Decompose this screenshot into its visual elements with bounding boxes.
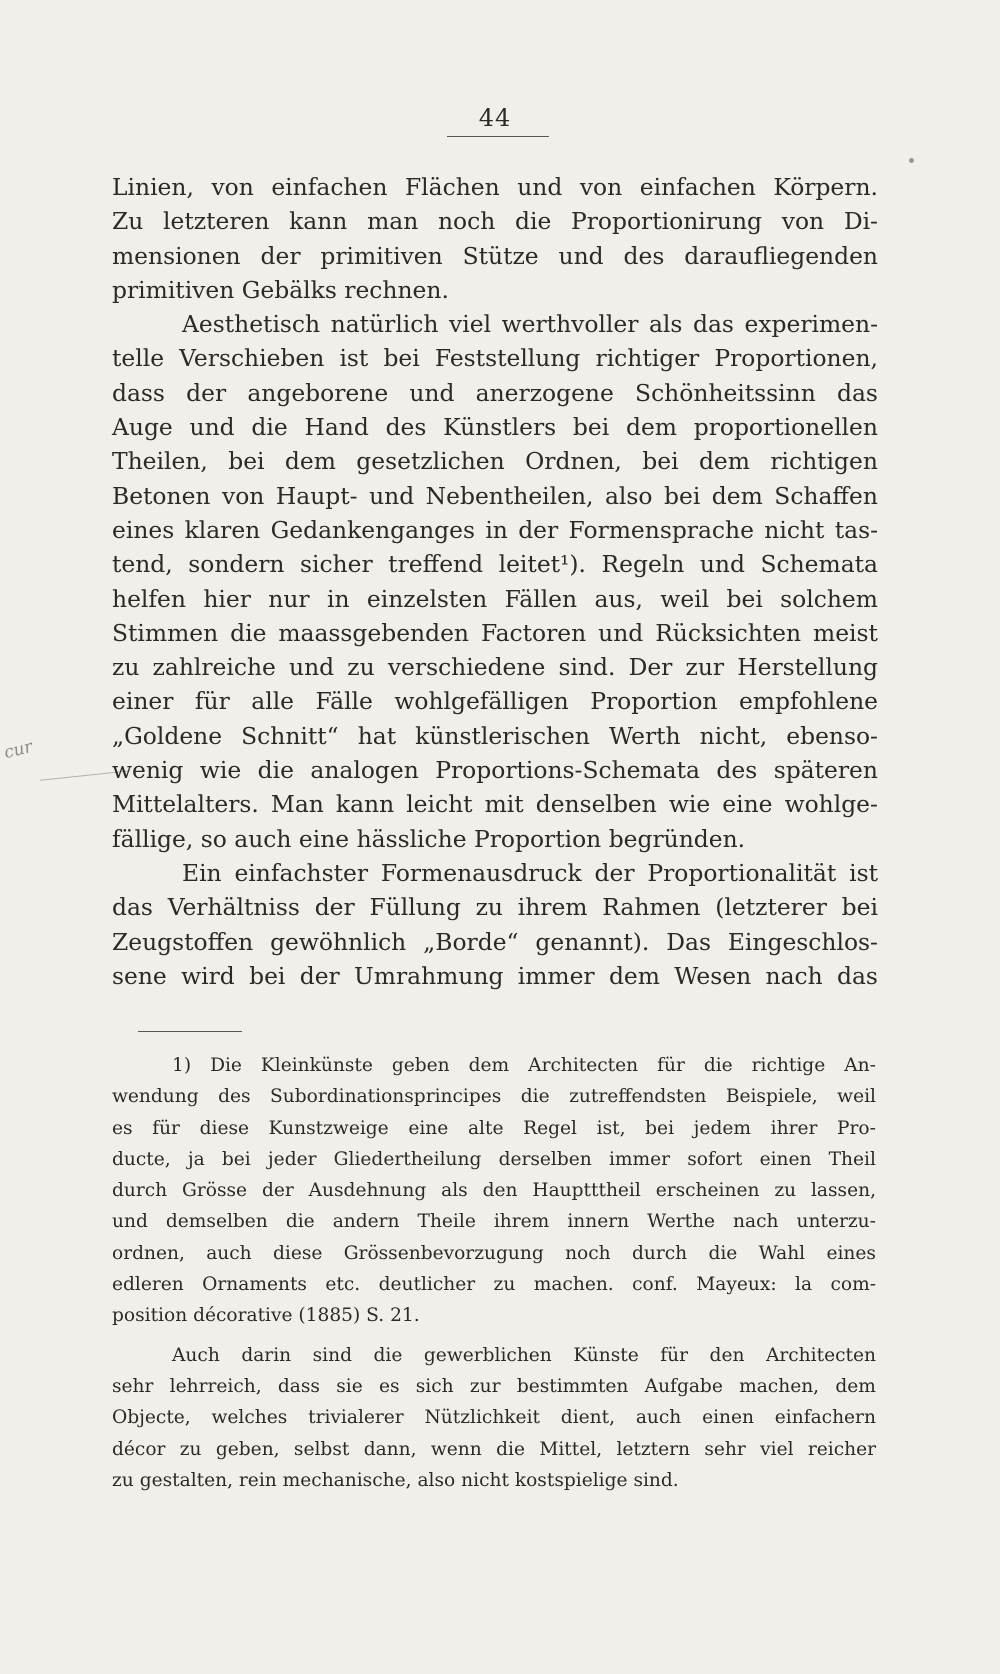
main-text-line: zu zahlreiche und zu verschiedene sind. Der zur Herstellung xyxy=(112,653,878,682)
footnote-line: Auch darin sind die gewerblichen Künste für den Architecten xyxy=(172,1344,876,1366)
page-number: 44 xyxy=(478,104,512,132)
footnote-line: edleren Ornaments etc. deutlicher zu machen. conf. Mayeux: la com- xyxy=(112,1274,876,1296)
footnote-line: es für diese Kunstzweige eine alte Regel ist, bei jedem ihrer Pro- xyxy=(112,1117,876,1139)
main-text-line: „Goldene Schnitt“ hat künstlerischen Werth nicht, ebenso- xyxy=(112,721,878,750)
main-text-line: Ein einfachster Formenausdruck der Proportionalität ist xyxy=(182,858,878,887)
main-text-line: Theilen, bei dem gesetzlichen Ordnen, bei dem richtigen xyxy=(112,447,878,476)
footnote-line: wendung des Subordinationsprincipes die zutreffendsten Beispiele, weil xyxy=(112,1086,876,1108)
main-text-line: telle Verschieben ist bei Feststellung richtiger Proportionen, xyxy=(112,344,878,373)
main-text-line: Mittelalters. Man kann leicht mit denselben wie eine wohlge- xyxy=(112,790,878,819)
footnote-line: décor zu geben, selbst dann, wenn die Mittel, letztern sehr viel reicher xyxy=(112,1438,876,1460)
main-text-line: Stimmen die maassgebenden Factoren und Rücksichten meist xyxy=(112,618,878,647)
ink-speck xyxy=(909,158,914,163)
main-text-line: Zeugstoffen gewöhnlich „Borde“ genannt). Das Eingeschlos- xyxy=(112,927,878,956)
page-number-rule xyxy=(447,136,549,137)
main-text-line: Zu letzteren kann man noch die Proportionirung von Di- xyxy=(112,207,878,236)
main-text-line: das Verhältniss der Füllung zu ihrem Rahmen (letzterer bei xyxy=(112,893,878,922)
main-text-line: Betonen von Haupt- und Nebentheilen, also bei dem Schaffen xyxy=(112,481,878,510)
footnote-line: ducte, ja bei jeder Gliedertheilung derselben immer sofort einen Theil xyxy=(112,1148,876,1170)
footnote-line: ordnen, auch diese Grössenbevorzugung noch durch die Wahl eines xyxy=(112,1242,876,1264)
main-text-line: Aesthetisch natürlich viel werthvoller als das experimen- xyxy=(182,310,878,339)
margin-annotation: cur xyxy=(2,736,35,764)
main-text-line: wenig wie die analogen Proportions-Schemata des späteren xyxy=(112,756,878,785)
main-text-line: Linien, von einfachen Flächen und von einfachen Körpern. xyxy=(112,173,878,201)
footnote-line: und demselben die andern Theile ihrem innern Werthe nach unterzu- xyxy=(112,1211,876,1233)
main-text-block xyxy=(112,170,878,993)
main-text-line: einer für alle Fälle wohlgefälligen Proportion empfohlene xyxy=(112,687,878,716)
main-text-line: helfen hier nur in einzelsten Fällen aus, weil bei solchem xyxy=(112,584,878,613)
main-text-line: Auge und die Hand des Künstlers bei dem proportionellen xyxy=(112,413,878,442)
main-text-line: mensionen der primitiven Stütze und des daraufliegenden xyxy=(112,241,878,270)
footnote-line: zu gestalten, rein mechanische, also nicht kostspielige sind. xyxy=(112,1469,679,1491)
footnote-line: position décorative (1885) S. 21. xyxy=(112,1305,420,1327)
main-text-line: primitiven Gebälks rechnen. xyxy=(112,275,449,304)
footnote-rule xyxy=(138,1031,242,1032)
main-text-line: dass der angeborene und anerzogene Schönheitssinn das xyxy=(112,378,878,407)
main-text-line: tend, sondern sicher treffend leitet¹). Regeln und Schemata xyxy=(112,550,878,579)
footnote-line: durch Grösse der Ausdehnung als den Hauptttheil erscheinen zu lassen, xyxy=(112,1180,876,1202)
footnote-line: sehr lehrreich, dass sie es sich zur bestimmten Aufgabe machen, dem xyxy=(112,1375,876,1397)
footnote-line: Objecte, welches trivialerer Nützlichkeit dient, auch einen einfachern xyxy=(112,1407,876,1429)
main-text-line: sene wird bei der Umrahmung immer dem Wesen nach das xyxy=(112,961,878,990)
footnote-block xyxy=(112,1050,876,1496)
main-text-line: fällige, so auch eine hässliche Proportion begründen. xyxy=(112,824,746,853)
main-text-line: eines klaren Gedankenganges in der Formensprache nicht tas- xyxy=(112,515,878,544)
footnote-line: 1) Die Kleinkünste geben dem Architecten für die richtige An- xyxy=(172,1055,876,1076)
